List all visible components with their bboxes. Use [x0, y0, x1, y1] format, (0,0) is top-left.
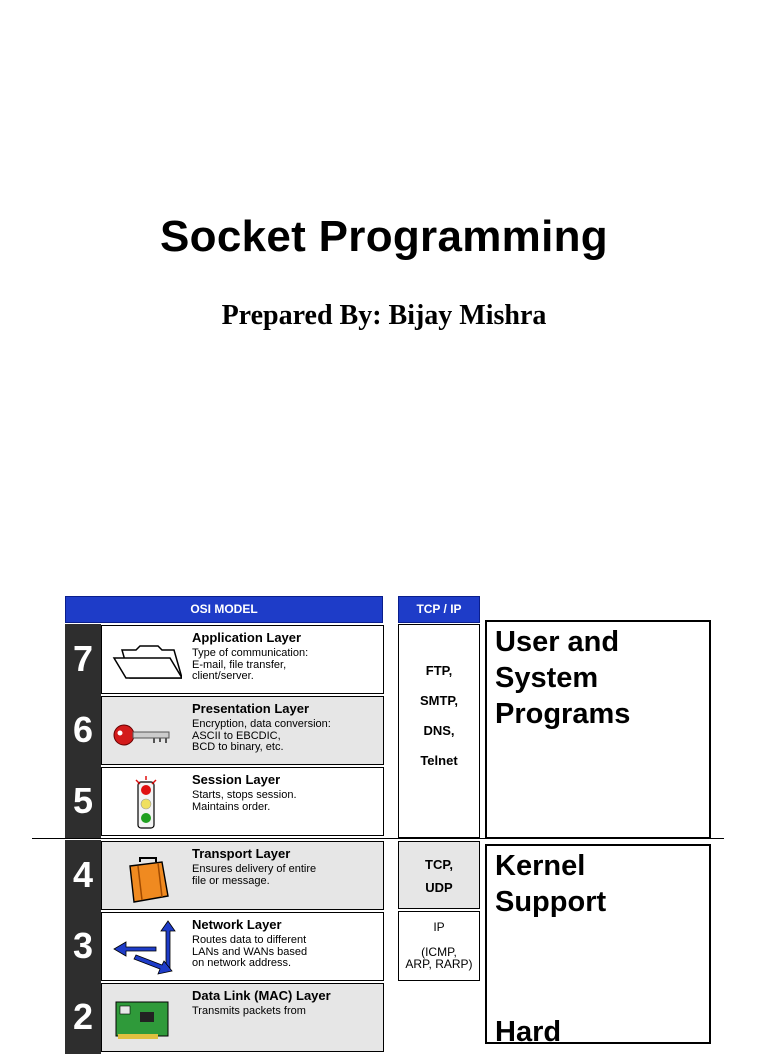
layer-description: Transmits packets from: [192, 1005, 306, 1017]
protocol-smtp: SMTP,: [419, 693, 459, 708]
layer-name: Network Layer: [192, 917, 282, 932]
protocol-ip: IP: [433, 920, 445, 934]
suitcase-icon: [110, 848, 182, 904]
layer-description: Type of communication: E-mail, file transfer, client/server.: [192, 647, 309, 682]
key-icon: [110, 703, 182, 759]
routing-arrows-icon: [110, 919, 182, 975]
layer-number: 5: [65, 766, 101, 838]
layer-number: 7: [65, 624, 101, 696]
tcp-ip-header: TCP / IP: [398, 596, 480, 623]
slide-subtitle: Prepared By: Bijay Mishra: [221, 300, 547, 331]
layer-description: Ensures delivery of entire file or message.: [192, 863, 317, 887]
tcp-ip-application-protocols: [398, 624, 480, 838]
layer-number: 2: [65, 982, 101, 1054]
layer-description: Routes data to different LANs and WANs based on network address.: [192, 934, 308, 969]
protocol-udp: UDP: [425, 880, 453, 895]
tcp-ip-transport-protocols: [398, 841, 480, 909]
user-system-programs-box: User and System Programs: [485, 620, 711, 839]
osi-layer-3: [65, 911, 384, 981]
layer-name: Data Link (MAC) Layer: [192, 988, 331, 1003]
layer-description: Encryption, data conversion: ASCII to EBCDIC, BCD to binary, etc.: [192, 718, 331, 753]
folder-icon: [110, 632, 182, 688]
kernel-support-label: Kernel Support: [495, 850, 607, 918]
hardware-label: Hard: [495, 1016, 562, 1048]
layer-description: Starts, stops session. Maintains order.: [192, 789, 297, 813]
protocol-dns: DNS,: [423, 723, 455, 738]
osi-model-header: OSI MODEL: [65, 596, 383, 623]
protocol-ftp: FTP,: [425, 663, 453, 678]
protocol-telnet: Telnet: [420, 753, 458, 768]
network-card-icon: [110, 990, 182, 1046]
layer-number: 6: [65, 695, 101, 767]
layer-name: Application Layer: [192, 630, 302, 645]
tcp-ip-network-protocols: [398, 911, 480, 981]
kernel-support-box: [485, 844, 711, 1048]
osi-layer-7: [65, 624, 384, 694]
osi-layer-4: [65, 840, 384, 910]
osi-layer-6: [65, 695, 384, 765]
osi-layer-2: [65, 982, 384, 1052]
slide-title: Socket Programming: [160, 212, 608, 261]
protocol-tcp: TCP,: [425, 857, 453, 872]
layer-number: 4: [65, 840, 101, 912]
layer-name: Presentation Layer: [192, 701, 310, 716]
protocol-arp-rarp: ARP, RARP): [405, 957, 473, 971]
traffic-light-icon: [110, 774, 182, 830]
protocol-icmp: (ICMP,: [421, 945, 457, 959]
osi-layer-5: [65, 766, 384, 836]
layer-name: Session Layer: [192, 772, 281, 787]
layer-name: Transport Layer: [192, 846, 291, 861]
layer-number: 3: [65, 911, 101, 983]
